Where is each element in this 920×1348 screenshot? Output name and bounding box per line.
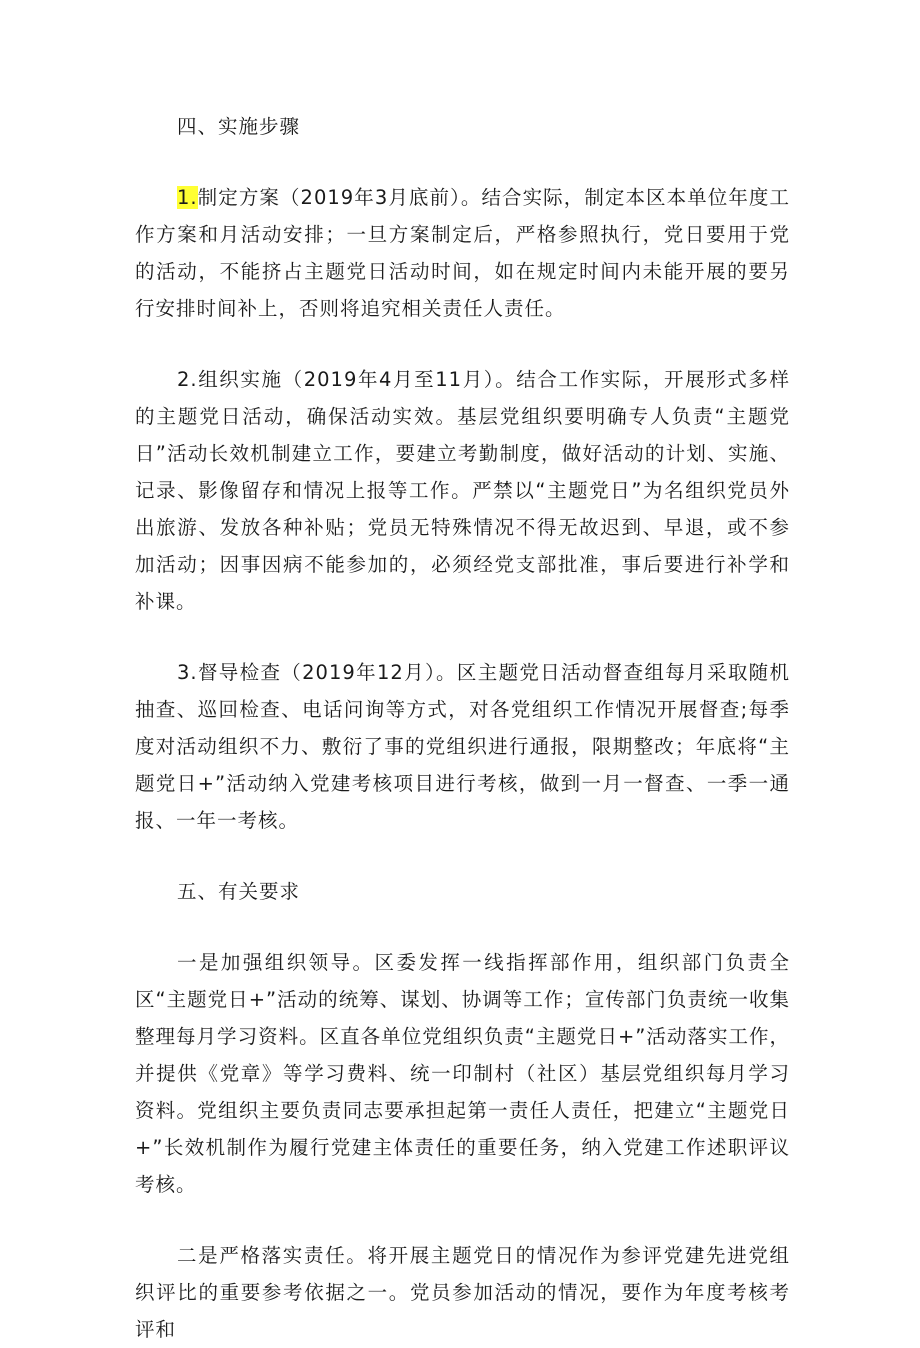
- document-body: [135, 108, 790, 1348]
- spacer: [135, 1203, 790, 1237]
- spacer: [135, 839, 790, 873]
- spacer: [135, 145, 790, 179]
- paragraph-step-2: 2.组织实施（2019年4月至11月）。结合工作实际，开展形式多样的主题党日活动，确保活动实效。基层党组织要明确专人负责“主题党日”活动长效机制建立工作，要建立考勤制度，做好活动的计划、实施、记录、影像留存和情况上报等工作。严禁以“主题党日”为名组织党员外出旅游、发放各种补贴；党员无特殊情况不得无故迟到、早退，或不参加活动；因事因病不能参加的，必须经党支部批准，事后要进行补学和补课。: [135, 368, 790, 613]
- spacer: [135, 910, 790, 944]
- paragraph-step-1-text: 制定方案（2019年3月底前）。结合实际，制定本区本单位年度工作方案和月活动安排；一旦方案制定后，严格参照执行，党日要用于党的活动，不能挤占主题党日活动时间，如在规定时间内未能开展的要另行安排时间补上，否则将追究相关责任人责任。: [135, 186, 790, 320]
- highlighted-number: 1.: [177, 186, 198, 209]
- section-heading-5: 五、有关要求: [177, 880, 301, 903]
- paragraph-requirement-2: 二是严格落实责任。将开展主题党日的情况作为参评党建先进党组织评比的重要参考依据之一。党员参加活动的情况，要作为年度考核考评和: [135, 1244, 790, 1341]
- paragraph-step-1: [135, 179, 790, 327]
- paragraph-requirement-1: 一是加强组织领导。区委发挥一线指挥部作用，组织部门负责全区“主题党日+”活动的统筹、谋划、协调等工作；宣传部门负责统一收集整理每月学习资料。区直各单位党组织负责“主题党日+”活动落实工作，并提供《党章》等学习费料、统一印制村（社区）基层党组织每月学习资料。党组织主要负责同志要承担起第一责任人责任，把建立“主题党日+”长效机制作为履行党建主体责任的重要任务，纳入党建工作述职评议考核。: [135, 951, 790, 1196]
- paragraph-step-3: 3.督导检查（2019年12月）。区主题党日活动督查组每月采取随机抽查、巡回检查、电话问询等方式，对各党组织工作情况开展督查;每季度对活动组织不力、敷衍了事的党组织进行通报，限期整改；年底将“主题党日+”活动纳入党建考核项目进行考核，做到一月一督查、一季一通报、一年一考核。: [135, 661, 790, 832]
- spacer: [135, 620, 790, 654]
- spacer: [135, 327, 790, 361]
- section-heading-4: 四、实施步骤: [177, 115, 301, 138]
